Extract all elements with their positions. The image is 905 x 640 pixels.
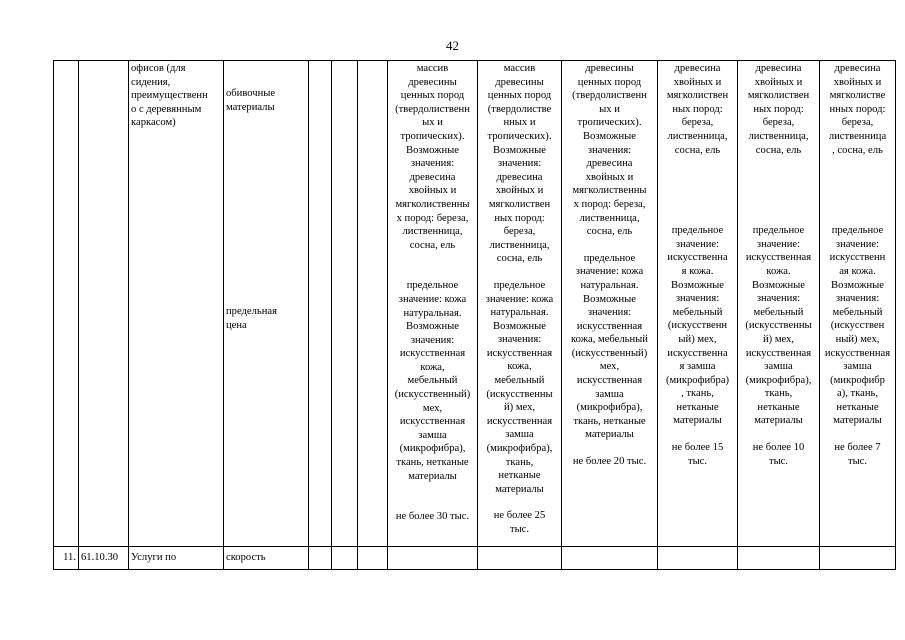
text-line: значения: — [835, 293, 880, 305]
text-line: древесина — [834, 63, 881, 74]
text-line: хвойных и — [495, 185, 544, 197]
text-line: не более 7 — [834, 442, 881, 454]
text-line: Возможные — [406, 321, 459, 333]
text-line: тропических). — [577, 117, 642, 129]
table-row — [54, 547, 896, 570]
text-line: значения: — [587, 307, 632, 319]
product-name-text — [131, 62, 221, 130]
unit-code-cell — [309, 547, 332, 570]
text-line: й) мех, — [503, 402, 536, 414]
text-line: не более 25 — [493, 510, 546, 522]
text-line: древесина — [409, 171, 456, 183]
product-name-cell — [129, 61, 224, 547]
text-line: хвойных и — [833, 76, 882, 88]
value-cell — [388, 547, 478, 570]
value-group-2 — [478, 61, 562, 547]
text-line: (микрофибра) — [665, 374, 730, 386]
text-line: мягколиствен — [666, 90, 729, 102]
text-line: Возможные — [831, 279, 884, 291]
text-line: Возможные — [493, 144, 546, 156]
value-5-upholstery — [740, 224, 817, 428]
value-cell — [658, 547, 738, 570]
text-line: сосна, ель — [586, 226, 633, 238]
value-1-upholstery — [390, 279, 475, 483]
text-line: (микрофибр — [830, 374, 885, 386]
characteristic-cell: скорость — [224, 547, 309, 570]
row-number-cell: 11. — [54, 547, 79, 570]
text-line: (искусственн — [667, 320, 728, 332]
text-line: натуральная. — [490, 307, 549, 319]
text-line: искусственная — [576, 375, 643, 387]
unit-name-cell — [332, 61, 358, 547]
text-line: искусственна — [667, 347, 728, 359]
text-line: (искусственны — [486, 388, 553, 400]
value-group-1 — [388, 61, 478, 547]
blank-cell — [358, 547, 388, 570]
text-line: древесины — [495, 76, 544, 88]
value-6-upholstery — [822, 224, 893, 428]
value-2-wood — [480, 62, 559, 266]
value-cell — [820, 547, 896, 570]
text-line: кожа. — [766, 265, 791, 277]
text-line: замша — [418, 429, 447, 441]
text-line: мягколиствен — [747, 90, 810, 102]
text-line: материалы — [226, 101, 275, 113]
text-line: натуральная. — [580, 279, 639, 291]
text-line: древесина — [674, 63, 721, 74]
page-number: 42 — [446, 38, 459, 53]
unit-code-cell — [309, 61, 332, 547]
requirements-table — [53, 60, 896, 570]
text-line: (искусственный) — [571, 347, 648, 359]
text-line: не более 20 тыс. — [572, 456, 647, 468]
text-line: замша — [505, 429, 534, 441]
text-line: хвойных и — [585, 171, 634, 183]
text-line: значение: — [756, 238, 801, 250]
text-line: (микрофибра), — [576, 402, 643, 414]
text-line: предельное — [671, 225, 724, 237]
text-line: значение: кожа — [575, 266, 644, 278]
text-line: не более 15 — [671, 442, 724, 454]
text-line: кожа, — [507, 361, 532, 373]
text-line: ценных пород — [577, 76, 642, 88]
text-line: искусственная — [399, 416, 466, 428]
text-line: офисов (для — [131, 63, 186, 74]
text-line: нетканые — [498, 470, 541, 482]
text-line: ценных пород — [487, 90, 552, 102]
blank-cell — [358, 61, 388, 547]
text-line: лиственница, — [748, 130, 809, 142]
text-line: ый) мех, — [678, 333, 717, 345]
okpd-code-cell — [79, 61, 129, 547]
text-line: древесины — [585, 63, 634, 74]
text-line: мягколиственны — [572, 185, 647, 197]
text-line: х пород: береза, — [573, 198, 646, 210]
text-line: Возможные — [752, 279, 805, 291]
text-line: материалы — [495, 483, 544, 495]
text-line: значения: — [410, 334, 455, 346]
value-group-3 — [562, 61, 658, 547]
text-line: ткань, — [505, 456, 534, 468]
text-line: предельное — [752, 225, 805, 237]
text-line: Возможные — [493, 320, 546, 332]
okpd-code-cell: 61.10.30 — [79, 547, 129, 570]
text-line: массив — [416, 63, 449, 74]
unit-name-cell — [332, 547, 358, 570]
text-line: значения: — [756, 293, 801, 305]
text-line: материалы — [673, 415, 722, 427]
value-1-price — [390, 510, 475, 524]
text-line: (твердолиственн — [572, 90, 647, 102]
text-line: предельное — [831, 225, 884, 237]
text-line: значение: — [835, 238, 880, 250]
text-line: (искусственны — [745, 320, 812, 332]
text-line: нетканые — [676, 401, 719, 413]
value-1-wood — [390, 62, 475, 252]
value-4-wood — [660, 62, 735, 157]
text-line: замша — [595, 388, 624, 400]
text-line: древесина — [755, 63, 802, 74]
text-line: ая кожа. — [839, 265, 876, 277]
text-line: сосна, ель — [496, 253, 543, 265]
text-line: (искусственный) — [394, 389, 471, 401]
text-line: искусственная — [576, 320, 643, 332]
text-line: мебельный — [407, 375, 458, 387]
text-line: материалы — [833, 415, 882, 427]
text-line: (микрофибра), — [486, 443, 553, 455]
value-3-price — [564, 455, 655, 469]
characteristic-upholstery — [226, 87, 306, 114]
product-name-cell: Услуги по — [129, 547, 224, 570]
text-line: Возможные — [671, 279, 724, 291]
text-line: нных пород: — [829, 103, 886, 115]
text-line: хвойных и — [754, 76, 803, 88]
text-line: береза, — [762, 117, 795, 129]
text-line: нетканые — [836, 401, 879, 413]
value-5-wood — [740, 62, 817, 157]
text-line: предельное — [493, 279, 546, 291]
value-cell — [478, 547, 562, 570]
text-line: мебельный — [672, 306, 723, 318]
text-line: мех, — [422, 402, 443, 414]
text-line: значение: кожа — [398, 293, 467, 305]
text-line: лиственница — [828, 130, 887, 142]
value-2-price — [480, 509, 559, 536]
text-line: ных пород: — [494, 212, 545, 224]
text-line: ых и — [422, 117, 443, 129]
value-6-wood — [822, 62, 893, 157]
text-line: тропических). — [400, 130, 465, 142]
text-line: ных пород: — [753, 103, 804, 115]
text-line: (микрофибра), — [745, 374, 812, 386]
text-line: сосна, ель — [674, 144, 721, 156]
text-line: каркасом) — [131, 117, 176, 129]
table-row — [54, 61, 896, 547]
text-line: береза, — [503, 226, 536, 238]
text-line: ценных пород — [400, 90, 465, 102]
text-line: тыс. — [687, 455, 708, 467]
value-6-price — [822, 441, 893, 468]
value-group-5 — [738, 61, 820, 547]
value-5-price — [740, 441, 817, 468]
text-line: лиственница, — [579, 212, 640, 224]
text-line: значение: кожа — [485, 293, 554, 305]
text-line: значения: — [497, 158, 542, 170]
text-line: береза, — [841, 117, 874, 129]
text-line: о с деревянным — [131, 103, 202, 115]
value-cell — [738, 547, 820, 570]
text-line: ткань, нетканые — [573, 415, 646, 427]
text-line: древесина — [496, 171, 543, 183]
value-4-price — [660, 441, 735, 468]
text-line: мебельный — [494, 375, 545, 387]
text-line: мебельный — [753, 306, 804, 318]
text-line: кожа, — [420, 361, 445, 373]
text-line: материалы — [408, 470, 457, 482]
text-line: искусственная — [824, 347, 891, 359]
text-line: тыс. — [509, 524, 530, 535]
text-line: значения: — [410, 158, 455, 170]
text-line: значения: — [675, 293, 720, 305]
characteristic-cell — [224, 61, 309, 547]
characteristic-price-limit — [226, 305, 306, 332]
text-line: Возможные — [583, 293, 636, 305]
text-line: ткань, — [764, 388, 793, 400]
text-line: (искусствен — [830, 320, 885, 332]
text-line: нетканые — [757, 401, 800, 413]
text-line: кожа, мебельный — [571, 334, 648, 346]
text-line: й) мех, — [762, 333, 795, 345]
text-line: тыс. — [768, 455, 789, 467]
text-line: (твердолистве — [487, 103, 552, 115]
text-line: мягколиствен — [488, 198, 551, 210]
text-line: обивочные — [226, 88, 276, 99]
text-line: лиственница, — [402, 226, 463, 238]
text-line: материалы — [585, 429, 634, 441]
value-3-upholstery — [564, 252, 655, 442]
text-line: , ткань, — [681, 388, 714, 400]
row-number-cell — [54, 61, 79, 547]
text-line: древесина — [586, 158, 633, 170]
text-line: хвойных и — [408, 185, 457, 197]
text-line: Возможные — [583, 130, 636, 142]
text-line: массив — [503, 63, 536, 74]
text-line: натуральная. — [403, 307, 462, 319]
text-line: Возможные — [406, 144, 459, 156]
text-line: , сосна, ель — [832, 144, 883, 156]
text-line: а), ткань, — [837, 388, 878, 400]
text-line: искусственн — [829, 252, 886, 264]
text-line: значение: — [675, 238, 720, 250]
text-line: сосна, ель — [755, 144, 802, 156]
text-line: цена — [226, 319, 247, 331]
text-line: мебельный — [832, 306, 883, 318]
text-line: преимущественн — [131, 90, 208, 102]
text-line: искусственная — [486, 347, 553, 359]
text-line: искусственная — [745, 252, 812, 264]
text-line: сосна, ель — [409, 239, 456, 251]
text-line: предельное — [583, 252, 636, 264]
text-line: древесины — [408, 76, 457, 88]
text-line: лиственница, — [667, 130, 728, 142]
value-group-4 — [658, 61, 738, 547]
value-4-upholstery — [660, 224, 735, 428]
text-line: нных и — [503, 117, 536, 129]
text-line: ых и — [599, 103, 620, 115]
text-line: предельное — [406, 280, 459, 292]
text-line: искусственная — [399, 348, 466, 360]
text-line: хвойных и — [673, 76, 722, 88]
text-line: значения: — [497, 334, 542, 346]
text-line: тропических). — [487, 130, 552, 142]
text-line: я замша — [679, 361, 716, 373]
text-line: я кожа. — [681, 265, 714, 277]
text-line: значения: — [587, 144, 632, 156]
text-line: (микрофибра), — [399, 443, 466, 455]
text-line: искусственная — [745, 347, 812, 359]
text-line: замша — [843, 361, 872, 373]
text-line: материалы — [754, 415, 803, 427]
text-line: мягколиственны — [395, 198, 470, 210]
text-line: мягколистве — [829, 90, 886, 102]
value-2-upholstery — [480, 279, 559, 497]
text-line: ткань, нетканые — [396, 457, 469, 469]
text-line: сидения, — [131, 76, 171, 88]
text-line: искусственна — [667, 252, 728, 264]
text-line: тыс. — [847, 455, 868, 467]
text-line: ных пород: — [672, 103, 723, 115]
value-cell — [562, 547, 658, 570]
text-line: искусственная — [486, 415, 553, 427]
text-line: ный) мех, — [835, 333, 880, 345]
text-line: мех, — [599, 361, 620, 373]
value-3-wood — [564, 62, 655, 239]
text-line: предельная — [226, 306, 277, 318]
text-line: лиственница, — [489, 239, 550, 251]
text-line: не более 10 — [752, 442, 805, 454]
value-group-6 — [820, 61, 896, 547]
text-line: замша — [764, 361, 793, 373]
text-line: (твердолиственн — [395, 103, 470, 115]
text-line: х пород: береза, — [396, 212, 469, 224]
text-line: не более 30 тыс. — [395, 511, 470, 523]
text-line: береза, — [681, 117, 714, 129]
